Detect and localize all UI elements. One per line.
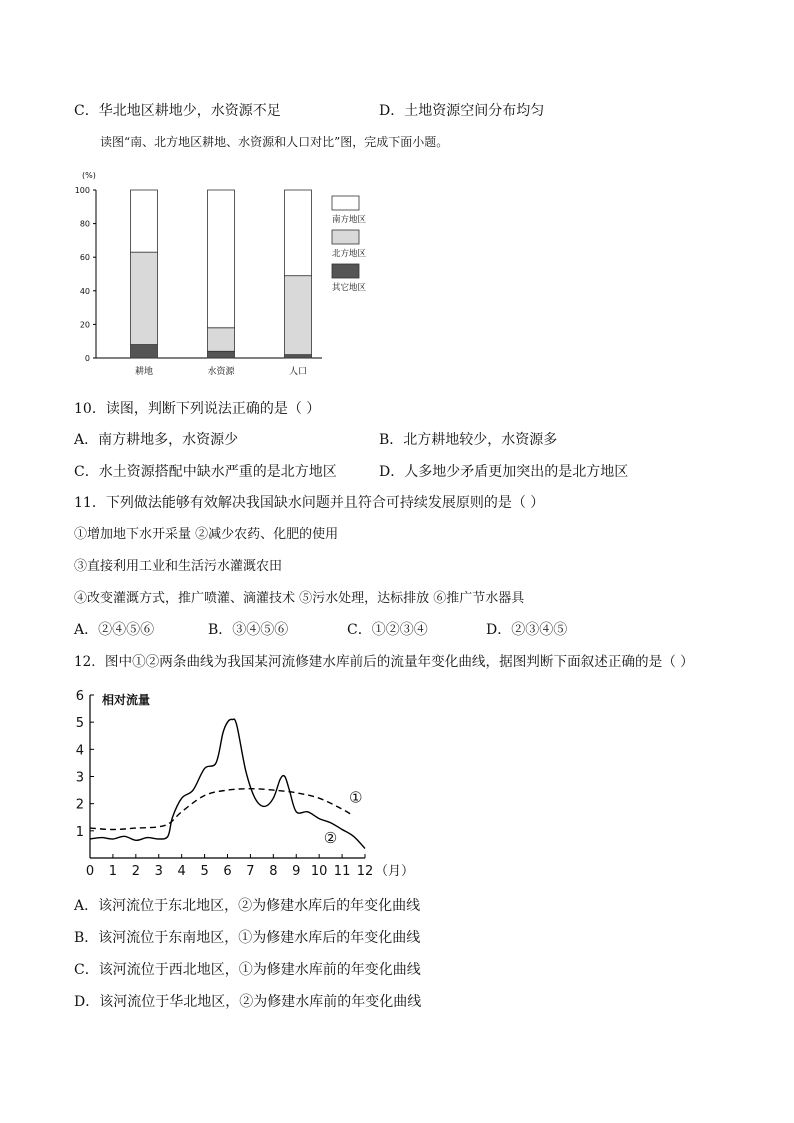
q10-option-a: A．南方耕地多，水资源少 bbox=[74, 432, 239, 448]
bar-segment bbox=[285, 276, 312, 355]
y-tick-label: 80 bbox=[79, 219, 90, 229]
x-tick-label: 7 bbox=[246, 864, 255, 879]
q12-option-c: C．该河流位于西北地区，①为修建水库前的年变化曲线 bbox=[74, 962, 421, 978]
y-tick-label: 5 bbox=[75, 716, 84, 732]
q9-option-c: C．华北地区耕地少，水资源不足 bbox=[74, 103, 281, 119]
y-tick-label: 2 bbox=[75, 797, 84, 813]
x-tick-label: 2 bbox=[131, 864, 140, 879]
q9-option-d: D．土地资源空间分布均匀 bbox=[379, 103, 545, 119]
q10-option-d: D．人多地少矛盾更加突出的是北方地区 bbox=[379, 464, 629, 480]
legend-swatch bbox=[332, 230, 359, 244]
y-tick-label: 100 bbox=[74, 186, 90, 195]
y-tick-label: 3 bbox=[75, 770, 84, 786]
x-tick-label: 6 bbox=[223, 864, 232, 879]
legend-label: 北方地区 bbox=[332, 249, 367, 259]
x-category-label: 人口 bbox=[288, 367, 308, 377]
bar-segment bbox=[285, 190, 312, 276]
q11-choice-line-3: ④改变灌溉方式，推广喷灌、滴灌技术 ⑤污水处理，达标排放 ⑥推广节水器具 bbox=[74, 591, 525, 606]
legend-swatch bbox=[332, 196, 359, 210]
q11-stem: 11．下列做法能够有效解决我国缺水问题并且符合可持续发展原则的是（ ） bbox=[74, 495, 545, 511]
q11-option-d: D．②③④⑤ bbox=[486, 622, 568, 638]
y-tick-label: 60 bbox=[79, 253, 90, 263]
q11-option-b: B．③④⑤⑥ bbox=[208, 622, 289, 638]
y-tick-label: 1 bbox=[75, 824, 84, 840]
y-tick-label: 4 bbox=[75, 743, 84, 759]
bar-segment bbox=[131, 252, 158, 344]
series-1-dashed-line bbox=[90, 789, 354, 830]
q12-stem: 12．图中①②两条曲线为我国某河流修建水库前后的流量年变化曲线，据图判断下面叙述正确的是（ ） bbox=[74, 654, 694, 670]
q11-option-a: A．②④⑤⑥ bbox=[74, 622, 155, 638]
q11-choice-line-2: ③直接利用工业和生活污水灌溉农田 bbox=[74, 559, 283, 574]
figure-intro: 读图“南、北方地区耕地、水资源和人口对比”图，完成下面小题。 bbox=[100, 135, 449, 149]
y-tick-label: 6 bbox=[75, 689, 84, 704]
series-2-label: ② bbox=[323, 829, 338, 848]
x-tick-label: 11 bbox=[333, 864, 351, 879]
x-tick-label: 5 bbox=[200, 864, 209, 879]
y-unit-label: (%) bbox=[82, 171, 96, 180]
legend-swatch bbox=[332, 264, 359, 278]
y-tick-label: 40 bbox=[79, 286, 90, 296]
q12-option-a: A．该河流位于东北地区，②为修建水库后的年变化曲线 bbox=[74, 898, 421, 914]
legend-label: 其它地区 bbox=[332, 283, 367, 293]
bar-segment bbox=[208, 190, 235, 328]
q12-option-d: D．该河流位于华北地区，②为修建水库前的年变化曲线 bbox=[74, 994, 422, 1010]
x-tick-label: 9 bbox=[292, 864, 301, 879]
chart-title: 相对流量 bbox=[102, 693, 151, 707]
bar-segment bbox=[285, 355, 312, 358]
bar-segment bbox=[208, 351, 235, 358]
legend-label: 南方地区 bbox=[332, 215, 367, 225]
x-tick-label: 1 bbox=[108, 864, 118, 879]
x-tick-label: 12 bbox=[356, 864, 374, 879]
bar-segment bbox=[131, 190, 158, 252]
x-tick-label: 4 bbox=[177, 864, 186, 879]
x-tick-label: 8 bbox=[269, 864, 278, 879]
q10-stem: 10．读图，判断下列说法正确的是（ ） bbox=[74, 401, 321, 417]
x-axis-label: （月） bbox=[375, 864, 415, 879]
bar-segment bbox=[208, 328, 235, 352]
x-category-label: 耕地 bbox=[134, 367, 154, 377]
x-tick-label: 10 bbox=[310, 864, 328, 879]
flow-chart bbox=[70, 685, 430, 885]
y-tick-label: 0 bbox=[84, 354, 90, 363]
q10-option-c: C．水土资源搭配中缺水严重的是北方地区 bbox=[74, 464, 337, 480]
q10-option-b: B．北方耕地较少，水资源多 bbox=[379, 432, 558, 448]
x-tick-label: 3 bbox=[154, 864, 163, 879]
q12-option-b: B．该河流位于东南地区，①为修建水库后的年变化曲线 bbox=[74, 930, 421, 946]
bar-chart bbox=[60, 168, 380, 378]
series-1-label: ① bbox=[348, 788, 363, 807]
q11-option-c: C．①②③④ bbox=[347, 622, 428, 638]
q11-choice-line-1: ①增加地下水开采量 ②减少农药、化肥的使用 bbox=[74, 527, 339, 542]
y-tick-label: 20 bbox=[79, 320, 90, 330]
x-category-label: 水资源 bbox=[207, 367, 235, 377]
bar-segment bbox=[131, 345, 158, 358]
x-tick-label: 0 bbox=[85, 864, 95, 879]
